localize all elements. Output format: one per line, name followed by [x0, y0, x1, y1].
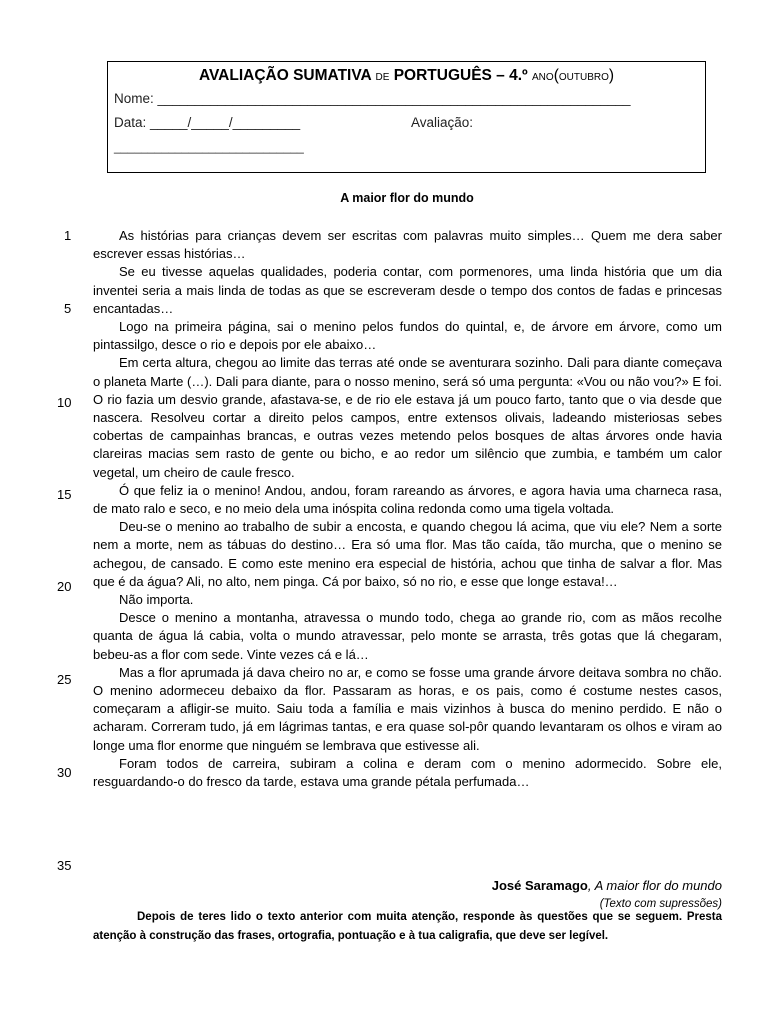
line-number: 35 — [57, 858, 72, 873]
evaluation-blank[interactable]: ____________________________ — [114, 140, 304, 154]
evaluation-label: Avaliação: — [411, 115, 474, 130]
line-numbers — [0, 0, 100, 1024]
title-ano: ano — [532, 67, 554, 83]
title-month: outubro — [558, 67, 609, 83]
paragraph: Desce o menino a montanha, atravessa o mundo todo, chega ao grande rio, com as mãos recolhe quanta de água lá cabia, volta o mundo atravessar, pelo monte se arrasta, três gotas que lá chegaram, bebeu-as a flor com sede. Vinte vezes cá e lá… — [93, 610, 722, 662]
header-box — [107, 61, 706, 173]
title-part2: PORTUGUÊS – 4.º — [393, 67, 528, 84]
line-number: 1 — [64, 228, 72, 243]
story-text — [93, 227, 722, 791]
author-name: José Saramago — [491, 878, 588, 893]
paragraph: Mas a flor aprumada já dava cheiro no ar, e como se fosse uma grande árvore deitava sombra no chão. O menino adormeceu debaixo da flor. Passaram as horas, e os pais, como é costume nestes casos, começaram a afligir-se muito. Saiu toda a família e mais vizinhos à busca do menino perdido. E não o acharam. Correram tudo, já em lágrimas tantas, e era quase sol-pôr quando levantaram os olhos e viram ao longe uma flor enorme que ninguém se lembrava que estivesse ali. — [93, 664, 722, 753]
paragraph: As histórias para crianças devem ser escritas com palavras muito simples… Quem me dera saber escrever essas histórias… — [93, 228, 722, 262]
name-field[interactable] — [114, 87, 699, 111]
work-title: , A maior flor do mundo — [587, 878, 722, 893]
evaluation-field[interactable] — [114, 135, 699, 159]
paragraph: Não importa. — [119, 592, 194, 608]
line-number: 20 — [57, 579, 72, 594]
title-de: de — [375, 67, 390, 83]
date-field[interactable]: Data: _____/_____/_________ — [114, 115, 301, 130]
paragraph: Ó que feliz ia o menino! Andou, andou, foram rareando as árvores, e agora havia uma charneca rasa, de mato ralo e seco, e no meio dela uma inóspita colina redonda como uma tigela voltada. — [93, 482, 722, 517]
title-part1: AVALIAÇÃO SUMATIVA — [198, 67, 372, 84]
line-number: 5 — [64, 301, 72, 316]
title-paren-open: ( — [553, 67, 559, 84]
text-title: A maior flor do mundo — [340, 191, 474, 205]
name-label: Nome: — [114, 91, 158, 106]
paragraph: Se eu tivesse aquelas qualidades, poderia contar, com pormenores, uma linda história que um dia inventei seria a mais linda de todas as que se escreveram desde o tempo dos contos de fadas e princesas encantadas… — [93, 264, 722, 316]
instructions-text: Depois de teres lido o texto anterior com muita atenção, responde às questões que se seguem. Presta atenção à construção das frases, ortografia, pontuação e à tua caligrafia, que deve ser legível. — [93, 911, 722, 942]
title-paren-close: ) — [608, 67, 615, 84]
line-number: 30 — [57, 765, 72, 780]
line-number: 10 — [57, 395, 72, 410]
line-number: 25 — [57, 672, 72, 687]
paragraph: Logo na primeira página, sai o menino pelos fundos do quintal, e, de árvore em árvore, como um pintassilgo, desce o rio e depois por ele abaixo… — [93, 319, 722, 353]
instructions — [93, 908, 722, 946]
paragraph: Deu-se o menino ao trabalho de subir a encosta, e quando chegou lá acima, que viu ele? Nem a sorte nem a morte, nem as tábuas do destino… Era só uma flor. Mas tão caída, tão murcha, que o menino se achegou, de cansado. E como este menino era especial de história, achou que tinha de salvar a flor. Mas que é da água? Ali, no alto, nem pinga. Cá por baixo, só no rio, e esse que longe estava!… — [93, 519, 722, 589]
date-row — [114, 111, 699, 135]
line-number: 15 — [57, 487, 72, 502]
paragraph: Em certa altura, chegou ao limite das terras até onde se aventurara sozinho. Dali para diante começava o planeta Marte (…). Dali para diante, para o nosso menino, será só uma pergunta: «Vou ou não vou?» E foi. O rio fazia um desvio grande, afastava-se, e de rio ele estava já um pouco farto, tanto que o via desde que nascera. Resolveu cortar a direito pelos campos, entre extensos olivais, ladeando misteriosas sebes cobertas de campainhas brancas, e outras vezes metendo pelos bosques de altas árvores onde havia clareiras macias sem rasto de gente ou bicho, e ao redor um silêncio que zumbia, e também um calor vegetal, um cheiro de caule fresco. — [93, 355, 722, 480]
author-note: (Texto com supressões) — [599, 898, 722, 910]
name-blank[interactable]: _______________________________________________________________ — [157, 91, 631, 106]
paragraph: Foram todos de carreira, subiram a colina e deram com o menino adormecido. Sobre ele, resguardando-o do fresco da tarde, estava uma grande pétala perfumada… — [93, 755, 722, 790]
exam-title — [114, 64, 699, 87]
